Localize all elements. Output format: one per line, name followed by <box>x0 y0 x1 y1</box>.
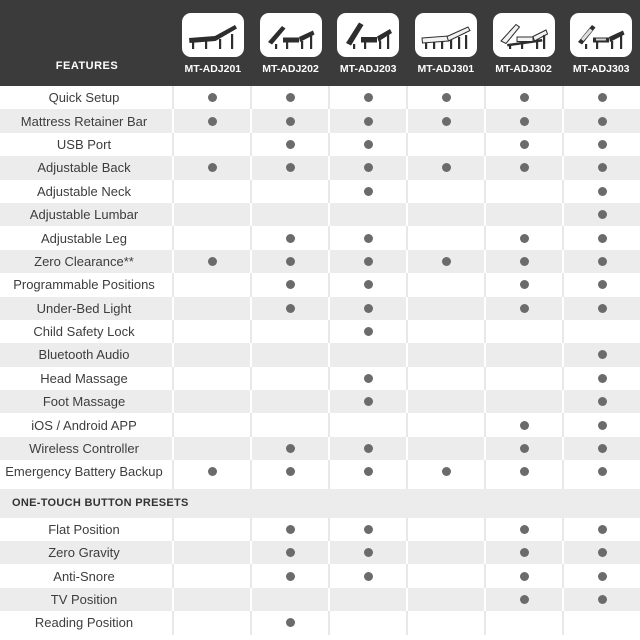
feature-label: Mattress Retainer Bar <box>0 109 172 132</box>
feature-cell-mt-adj301 <box>408 437 484 460</box>
feature-label: Adjustable Back <box>0 156 172 179</box>
included-dot <box>208 257 217 266</box>
included-dot <box>520 140 529 149</box>
feature-row <box>0 367 640 390</box>
feature-cell-mt-adj303 <box>564 367 640 390</box>
included-dot <box>364 467 373 476</box>
bed-slight-incline-dark-icon <box>185 16 241 54</box>
feature-cell-mt-adj303 <box>564 343 640 366</box>
feature-row <box>0 343 640 366</box>
feature-cell-mt-adj301 <box>408 564 484 587</box>
included-dot <box>286 572 295 581</box>
spacer-cell <box>564 484 640 489</box>
feature-row <box>0 109 640 132</box>
feature-cell-mt-adj203 <box>330 109 406 132</box>
feature-cell-mt-adj201 <box>174 367 250 390</box>
feature-cell-mt-adj202 <box>252 588 328 611</box>
feature-cell-mt-adj301 <box>408 226 484 249</box>
feature-cell-mt-adj203 <box>330 437 406 460</box>
product-model-label: MT-ADJ201 <box>184 63 242 75</box>
product-image-box <box>337 13 399 57</box>
feature-cell-mt-adj202 <box>252 86 328 109</box>
feature-label: Quick Setup <box>0 86 172 109</box>
included-dot <box>364 234 373 243</box>
feature-cell-mt-adj201 <box>174 518 250 541</box>
included-dot <box>364 572 373 581</box>
features-column-header: FEATURES <box>55 60 119 72</box>
product-column-mt-adj202 <box>252 0 330 86</box>
feature-cell-mt-adj303 <box>564 437 640 460</box>
feature-cell-mt-adj301 <box>408 588 484 611</box>
included-dot <box>208 163 217 172</box>
feature-cell-mt-adj301 <box>408 297 484 320</box>
feature-cell-mt-adj203 <box>330 226 406 249</box>
feature-cell-mt-adj202 <box>252 611 328 634</box>
included-dot <box>286 257 295 266</box>
included-dot <box>286 93 295 102</box>
spacer-cell <box>0 484 172 489</box>
feature-row <box>0 413 640 436</box>
feature-cell-mt-adj302 <box>486 133 562 156</box>
bed-head-foot-raised-steep-dark-icon <box>340 16 396 54</box>
feature-label: Flat Position <box>0 518 172 541</box>
feature-cell-mt-adj303 <box>564 541 640 564</box>
feature-cell-mt-adj202 <box>252 343 328 366</box>
included-dot <box>598 374 607 383</box>
feature-cell-mt-adj201 <box>174 297 250 320</box>
feature-cell-mt-adj203 <box>330 133 406 156</box>
feature-row <box>0 588 640 611</box>
included-dot <box>520 163 529 172</box>
feature-cell-mt-adj301 <box>408 203 484 226</box>
feature-cell-mt-adj302 <box>486 390 562 413</box>
included-dot <box>364 117 373 126</box>
included-dot <box>520 548 529 557</box>
feature-cell-mt-adj201 <box>174 109 250 132</box>
included-dot <box>598 525 607 534</box>
included-dot <box>442 93 451 102</box>
feature-row <box>0 203 640 226</box>
feature-cell-mt-adj203 <box>330 564 406 587</box>
feature-row <box>0 611 640 634</box>
spacer-cell <box>408 484 484 489</box>
section-spacer <box>0 484 640 489</box>
feature-cell-mt-adj303 <box>564 86 640 109</box>
feature-cell-mt-adj201 <box>174 273 250 296</box>
feature-label: Bluetooth Audio <box>0 343 172 366</box>
feature-cell-mt-adj303 <box>564 588 640 611</box>
included-dot <box>208 467 217 476</box>
feature-cell-mt-adj302 <box>486 156 562 179</box>
feature-cell-mt-adj202 <box>252 203 328 226</box>
bed-head-raised-light-top-icon <box>496 16 552 54</box>
feature-cell-mt-adj302 <box>486 413 562 436</box>
feature-row <box>0 226 640 249</box>
feature-cell-mt-adj202 <box>252 273 328 296</box>
feature-cell-mt-adj202 <box>252 437 328 460</box>
feature-cell-mt-adj302 <box>486 86 562 109</box>
feature-label: iOS / Android APP <box>0 413 172 436</box>
included-dot <box>364 187 373 196</box>
feature-cell-mt-adj202 <box>252 564 328 587</box>
feature-label: Zero Clearance** <box>0 250 172 273</box>
feature-row <box>0 541 640 564</box>
feature-cell-mt-adj202 <box>252 133 328 156</box>
feature-label: Adjustable Lumbar <box>0 203 172 226</box>
included-dot <box>598 572 607 581</box>
feature-cell-mt-adj201 <box>174 133 250 156</box>
feature-cell-mt-adj302 <box>486 460 562 483</box>
feature-label: Child Safety Lock <box>0 320 172 343</box>
feature-label: Adjustable Leg <box>0 226 172 249</box>
feature-cell-mt-adj301 <box>408 413 484 436</box>
feature-cell-mt-adj302 <box>486 518 562 541</box>
feature-cell-mt-adj203 <box>330 250 406 273</box>
feature-cell-mt-adj201 <box>174 611 250 634</box>
feature-cell-mt-adj302 <box>486 297 562 320</box>
feature-cell-mt-adj302 <box>486 588 562 611</box>
included-dot <box>364 163 373 172</box>
feature-cell-mt-adj203 <box>330 297 406 320</box>
included-dot <box>286 304 295 313</box>
feature-row <box>0 518 640 541</box>
included-dot <box>286 163 295 172</box>
feature-cell-mt-adj302 <box>486 273 562 296</box>
included-dot <box>520 421 529 430</box>
included-dot <box>286 444 295 453</box>
feature-cell-mt-adj203 <box>330 367 406 390</box>
feature-cell-mt-adj303 <box>564 320 640 343</box>
feature-cell-mt-adj303 <box>564 518 640 541</box>
product-image-box <box>182 13 244 57</box>
feature-cell-mt-adj203 <box>330 390 406 413</box>
included-dot <box>364 327 373 336</box>
feature-label: Wireless Controller <box>0 437 172 460</box>
feature-row <box>0 320 640 343</box>
feature-row <box>0 437 640 460</box>
feature-row <box>0 273 640 296</box>
product-image-box <box>570 13 632 57</box>
spacer-cell <box>174 484 250 489</box>
feature-label: Reading Position <box>0 611 172 634</box>
feature-cell-mt-adj201 <box>174 203 250 226</box>
feature-cell-mt-adj301 <box>408 390 484 413</box>
feature-cell-mt-adj303 <box>564 611 640 634</box>
feature-cell-mt-adj302 <box>486 226 562 249</box>
feature-label: Under-Bed Light <box>0 297 172 320</box>
section-header: ONE-TOUCH BUTTON PRESETS <box>0 489 640 518</box>
included-dot <box>364 140 373 149</box>
feature-cell-mt-adj301 <box>408 250 484 273</box>
product-model-label: MT-ADJ202 <box>262 63 319 75</box>
feature-cell-mt-adj301 <box>408 367 484 390</box>
included-dot <box>598 163 607 172</box>
feature-cell-mt-adj202 <box>252 390 328 413</box>
feature-cell-mt-adj202 <box>252 541 328 564</box>
included-dot <box>286 525 295 534</box>
included-dot <box>364 257 373 266</box>
feature-label: TV Position <box>0 588 172 611</box>
feature-cell-mt-adj201 <box>174 460 250 483</box>
feature-cell-mt-adj302 <box>486 343 562 366</box>
feature-row <box>0 297 640 320</box>
feature-cell-mt-adj303 <box>564 413 640 436</box>
included-dot <box>598 280 607 289</box>
included-dot <box>598 210 607 219</box>
included-dot <box>598 93 607 102</box>
spacer-cell <box>330 484 406 489</box>
included-dot <box>598 421 607 430</box>
feature-cell-mt-adj301 <box>408 611 484 634</box>
feature-row <box>0 564 640 587</box>
feature-row <box>0 250 640 273</box>
feature-cell-mt-adj301 <box>408 86 484 109</box>
feature-cell-mt-adj302 <box>486 367 562 390</box>
product-model-label: MT-ADJ301 <box>417 63 475 75</box>
feature-cell-mt-adj201 <box>174 390 250 413</box>
feature-cell-mt-adj201 <box>174 564 250 587</box>
included-dot <box>208 93 217 102</box>
included-dot <box>364 525 373 534</box>
feature-cell-mt-adj303 <box>564 297 640 320</box>
feature-cell-mt-adj301 <box>408 460 484 483</box>
feature-cell-mt-adj303 <box>564 156 640 179</box>
included-dot <box>364 280 373 289</box>
feature-cell-mt-adj302 <box>486 250 562 273</box>
product-column-mt-adj302 <box>485 0 563 86</box>
feature-row <box>0 390 640 413</box>
feature-cell-mt-adj202 <box>252 518 328 541</box>
feature-cell-mt-adj303 <box>564 273 640 296</box>
feature-label: Emergency Battery Backup <box>0 460 172 483</box>
included-dot <box>442 257 451 266</box>
feature-label: Head Massage <box>0 367 172 390</box>
included-dot <box>598 548 607 557</box>
feature-cell-mt-adj301 <box>408 343 484 366</box>
feature-cell-mt-adj201 <box>174 180 250 203</box>
included-dot <box>598 234 607 243</box>
product-column-mt-adj201 <box>174 0 252 86</box>
feature-cell-mt-adj303 <box>564 180 640 203</box>
product-column-mt-adj303 <box>562 0 640 86</box>
feature-cell-mt-adj203 <box>330 343 406 366</box>
spacer-cell <box>252 484 328 489</box>
bed-slight-incline-light-icon <box>418 16 474 54</box>
feature-cell-mt-adj203 <box>330 180 406 203</box>
included-dot <box>520 572 529 581</box>
included-dot <box>598 397 607 406</box>
included-dot <box>364 304 373 313</box>
included-dot <box>442 117 451 126</box>
included-dot <box>520 595 529 604</box>
product-model-label: MT-ADJ302 <box>495 63 552 75</box>
product-model-label: MT-ADJ303 <box>572 63 630 75</box>
feature-cell-mt-adj201 <box>174 226 250 249</box>
included-dot <box>598 257 607 266</box>
feature-label: Zero Gravity <box>0 541 172 564</box>
table-body <box>0 86 640 635</box>
product-column-mt-adj301 <box>407 0 485 86</box>
feature-cell-mt-adj302 <box>486 541 562 564</box>
feature-cell-mt-adj202 <box>252 180 328 203</box>
included-dot <box>598 444 607 453</box>
feature-cell-mt-adj303 <box>564 226 640 249</box>
feature-cell-mt-adj201 <box>174 156 250 179</box>
included-dot <box>520 93 529 102</box>
product-image-box <box>493 13 555 57</box>
feature-cell-mt-adj301 <box>408 541 484 564</box>
spacer-cell <box>486 484 562 489</box>
product-image-box <box>260 13 322 57</box>
feature-cell-mt-adj302 <box>486 203 562 226</box>
feature-cell-mt-adj303 <box>564 564 640 587</box>
feature-cell-mt-adj203 <box>330 541 406 564</box>
feature-label: Adjustable Neck <box>0 180 172 203</box>
product-header-row <box>174 0 640 86</box>
feature-cell-mt-adj203 <box>330 413 406 436</box>
feature-label: Foot Massage <box>0 390 172 413</box>
feature-cell-mt-adj302 <box>486 611 562 634</box>
feature-cell-mt-adj202 <box>252 226 328 249</box>
feature-cell-mt-adj301 <box>408 273 484 296</box>
included-dot <box>520 525 529 534</box>
feature-cell-mt-adj302 <box>486 437 562 460</box>
included-dot <box>442 467 451 476</box>
feature-cell-mt-adj302 <box>486 180 562 203</box>
feature-cell-mt-adj203 <box>330 203 406 226</box>
feature-cell-mt-adj202 <box>252 413 328 436</box>
feature-cell-mt-adj303 <box>564 203 640 226</box>
feature-cell-mt-adj201 <box>174 413 250 436</box>
feature-cell-mt-adj203 <box>330 611 406 634</box>
feature-row <box>0 156 640 179</box>
feature-cell-mt-adj303 <box>564 109 640 132</box>
feature-cell-mt-adj202 <box>252 320 328 343</box>
feature-cell-mt-adj203 <box>330 588 406 611</box>
included-dot <box>520 304 529 313</box>
included-dot <box>520 467 529 476</box>
included-dot <box>598 304 607 313</box>
feature-cell-mt-adj301 <box>408 518 484 541</box>
included-dot <box>364 93 373 102</box>
feature-label: Anti-Snore <box>0 564 172 587</box>
included-dot <box>598 117 607 126</box>
feature-cell-mt-adj202 <box>252 297 328 320</box>
feature-cell-mt-adj301 <box>408 156 484 179</box>
feature-cell-mt-adj203 <box>330 320 406 343</box>
bed-head-foot-raised-two-tone-icon <box>573 16 629 54</box>
feature-cell-mt-adj303 <box>564 133 640 156</box>
included-dot <box>520 444 529 453</box>
product-column-mt-adj203 <box>329 0 407 86</box>
included-dot <box>598 350 607 359</box>
feature-row <box>0 86 640 109</box>
included-dot <box>598 595 607 604</box>
feature-cell-mt-adj202 <box>252 367 328 390</box>
feature-cell-mt-adj301 <box>408 320 484 343</box>
feature-cell-mt-adj203 <box>330 156 406 179</box>
feature-label: Programmable Positions <box>0 273 172 296</box>
feature-cell-mt-adj202 <box>252 156 328 179</box>
included-dot <box>286 548 295 557</box>
feature-cell-mt-adj302 <box>486 320 562 343</box>
included-dot <box>286 234 295 243</box>
feature-cell-mt-adj201 <box>174 588 250 611</box>
included-dot <box>364 374 373 383</box>
included-dot <box>598 140 607 149</box>
included-dot <box>286 467 295 476</box>
feature-label: USB Port <box>0 133 172 156</box>
feature-cell-mt-adj201 <box>174 250 250 273</box>
bed-head-foot-raised-dark-icon <box>263 16 319 54</box>
feature-cell-mt-adj203 <box>330 86 406 109</box>
feature-cell-mt-adj201 <box>174 320 250 343</box>
included-dot <box>520 280 529 289</box>
included-dot <box>364 548 373 557</box>
included-dot <box>208 117 217 126</box>
product-model-label: MT-ADJ203 <box>339 63 397 75</box>
feature-cell-mt-adj201 <box>174 437 250 460</box>
included-dot <box>286 618 295 627</box>
feature-cell-mt-adj202 <box>252 109 328 132</box>
feature-cell-mt-adj202 <box>252 250 328 273</box>
feature-cell-mt-adj201 <box>174 86 250 109</box>
included-dot <box>286 140 295 149</box>
feature-cell-mt-adj302 <box>486 109 562 132</box>
feature-cell-mt-adj303 <box>564 390 640 413</box>
feature-row <box>0 460 640 483</box>
feature-cell-mt-adj301 <box>408 109 484 132</box>
feature-cell-mt-adj201 <box>174 343 250 366</box>
included-dot <box>364 397 373 406</box>
included-dot <box>442 163 451 172</box>
feature-row <box>0 180 640 203</box>
feature-cell-mt-adj202 <box>252 460 328 483</box>
feature-cell-mt-adj303 <box>564 250 640 273</box>
included-dot <box>520 234 529 243</box>
included-dot <box>364 444 373 453</box>
product-image-box <box>415 13 477 57</box>
feature-cell-mt-adj203 <box>330 518 406 541</box>
feature-cell-mt-adj203 <box>330 460 406 483</box>
feature-cell-mt-adj303 <box>564 460 640 483</box>
feature-cell-mt-adj301 <box>408 180 484 203</box>
included-dot <box>598 187 607 196</box>
included-dot <box>598 467 607 476</box>
feature-cell-mt-adj301 <box>408 133 484 156</box>
feature-cell-mt-adj302 <box>486 564 562 587</box>
feature-cell-mt-adj203 <box>330 273 406 296</box>
feature-cell-mt-adj201 <box>174 541 250 564</box>
included-dot <box>286 280 295 289</box>
included-dot <box>286 117 295 126</box>
table-header <box>0 0 640 86</box>
feature-row <box>0 133 640 156</box>
included-dot <box>520 257 529 266</box>
included-dot <box>520 117 529 126</box>
